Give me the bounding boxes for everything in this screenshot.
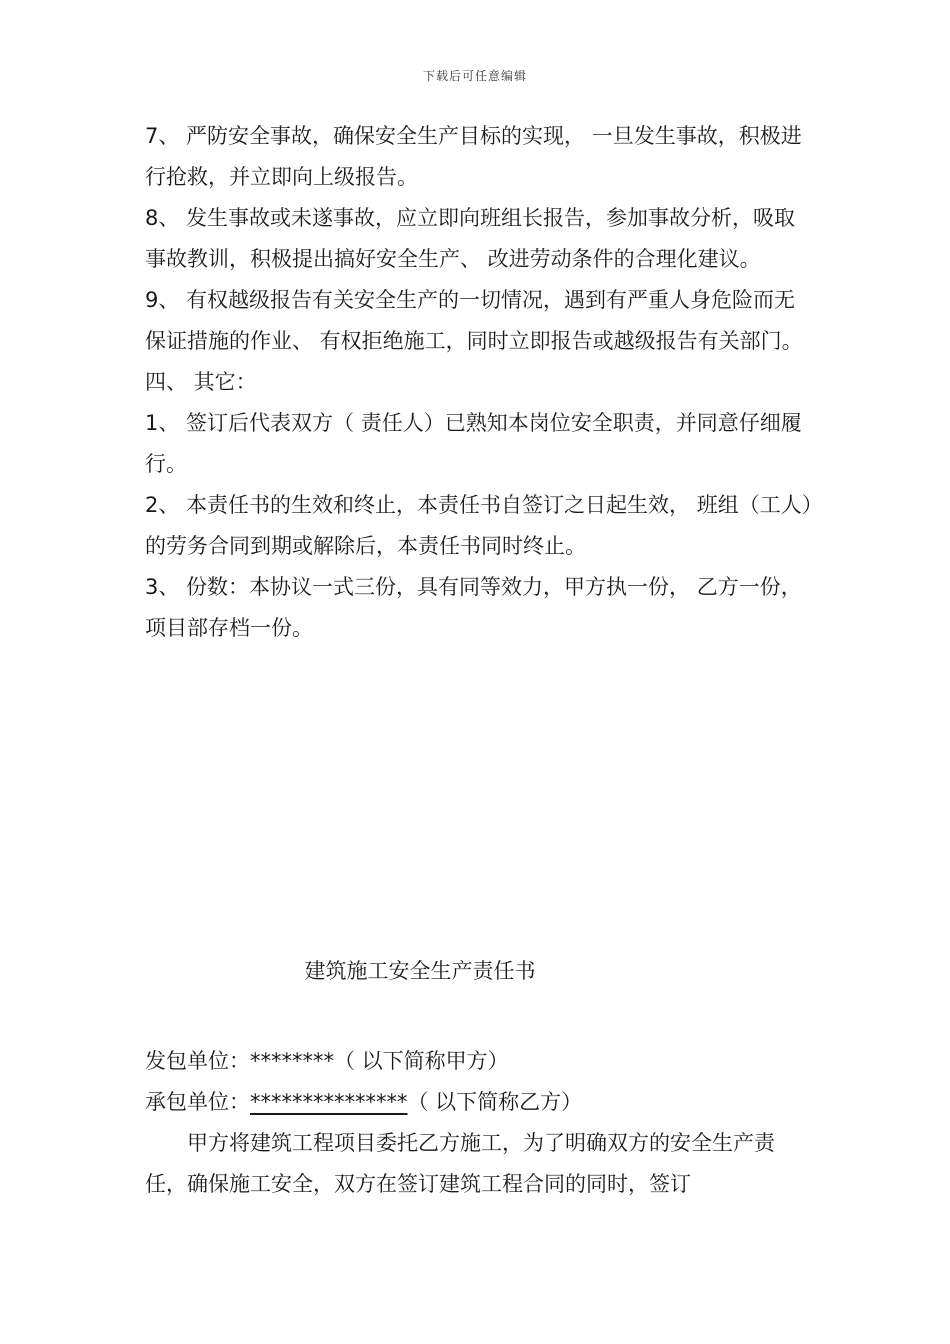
contractor-value: ******** bbox=[250, 1049, 334, 1073]
intro-paragraph: 甲方将建筑工程项目委托乙方施工，为了明确双方的安全生产责任，确保施工安全，双方在签订建筑工程合同的同时，签订 bbox=[145, 1131, 775, 1196]
document-title bbox=[0, 955, 840, 985]
subcontractor-label: 承包单位： bbox=[145, 1090, 250, 1114]
section-four-item-3: 3、 份数：本协议一式三份，具有同等效力，甲方执一份， 乙方一份，项目部存档一份。 bbox=[145, 575, 802, 640]
section-four-item-2: 2、 本责任书的生效和终止，本责任书自签订之日起生效， 班组（工人）的劳务合同到期或解除后，本责任书同时终止。 bbox=[145, 493, 813, 558]
clauses-top-section bbox=[145, 116, 815, 649]
section-four-item-1: 1、 签订后代表双方（ 责任人）已熟知本岗位安全职责，并同意仔细履行。 bbox=[145, 411, 802, 476]
section-four-heading: 四、 其它： bbox=[145, 370, 257, 394]
contractor-note: （ 以下简称甲方） bbox=[334, 1049, 509, 1073]
page-header-note: 下载后可任意编辑 bbox=[422, 69, 527, 83]
agreement-intro-section bbox=[145, 1041, 815, 1205]
subcontractor-value: *************** bbox=[250, 1090, 408, 1114]
clause-8: 8、 发生事故或未遂事故，应立即向班组长报告，参加事故分析，吸取事故教训，积极提出搞好安全生产、 改进劳动条件的合理化建议。 bbox=[145, 206, 796, 271]
subcontractor-line bbox=[145, 1082, 815, 1123]
contractor-line bbox=[145, 1041, 815, 1082]
contractor-label: 发包单位： bbox=[145, 1049, 250, 1073]
document-title-text: 建筑施工安全生产责任书 bbox=[304, 959, 536, 983]
clause-9: 9、 有权越级报告有关安全生产的一切情况，遇到有严重人身危险而无保证措施的作业、 有权拒绝施工，同时立即报告或越级报告有关部门。 bbox=[145, 288, 803, 353]
subcontractor-note: （ 以下简称乙方） bbox=[407, 1090, 583, 1114]
clause-7: 7、 严防安全事故，确保安全生产目标的实现， 一旦发生事故，积极进行抢救，并立即向上级报告。 bbox=[145, 124, 802, 189]
